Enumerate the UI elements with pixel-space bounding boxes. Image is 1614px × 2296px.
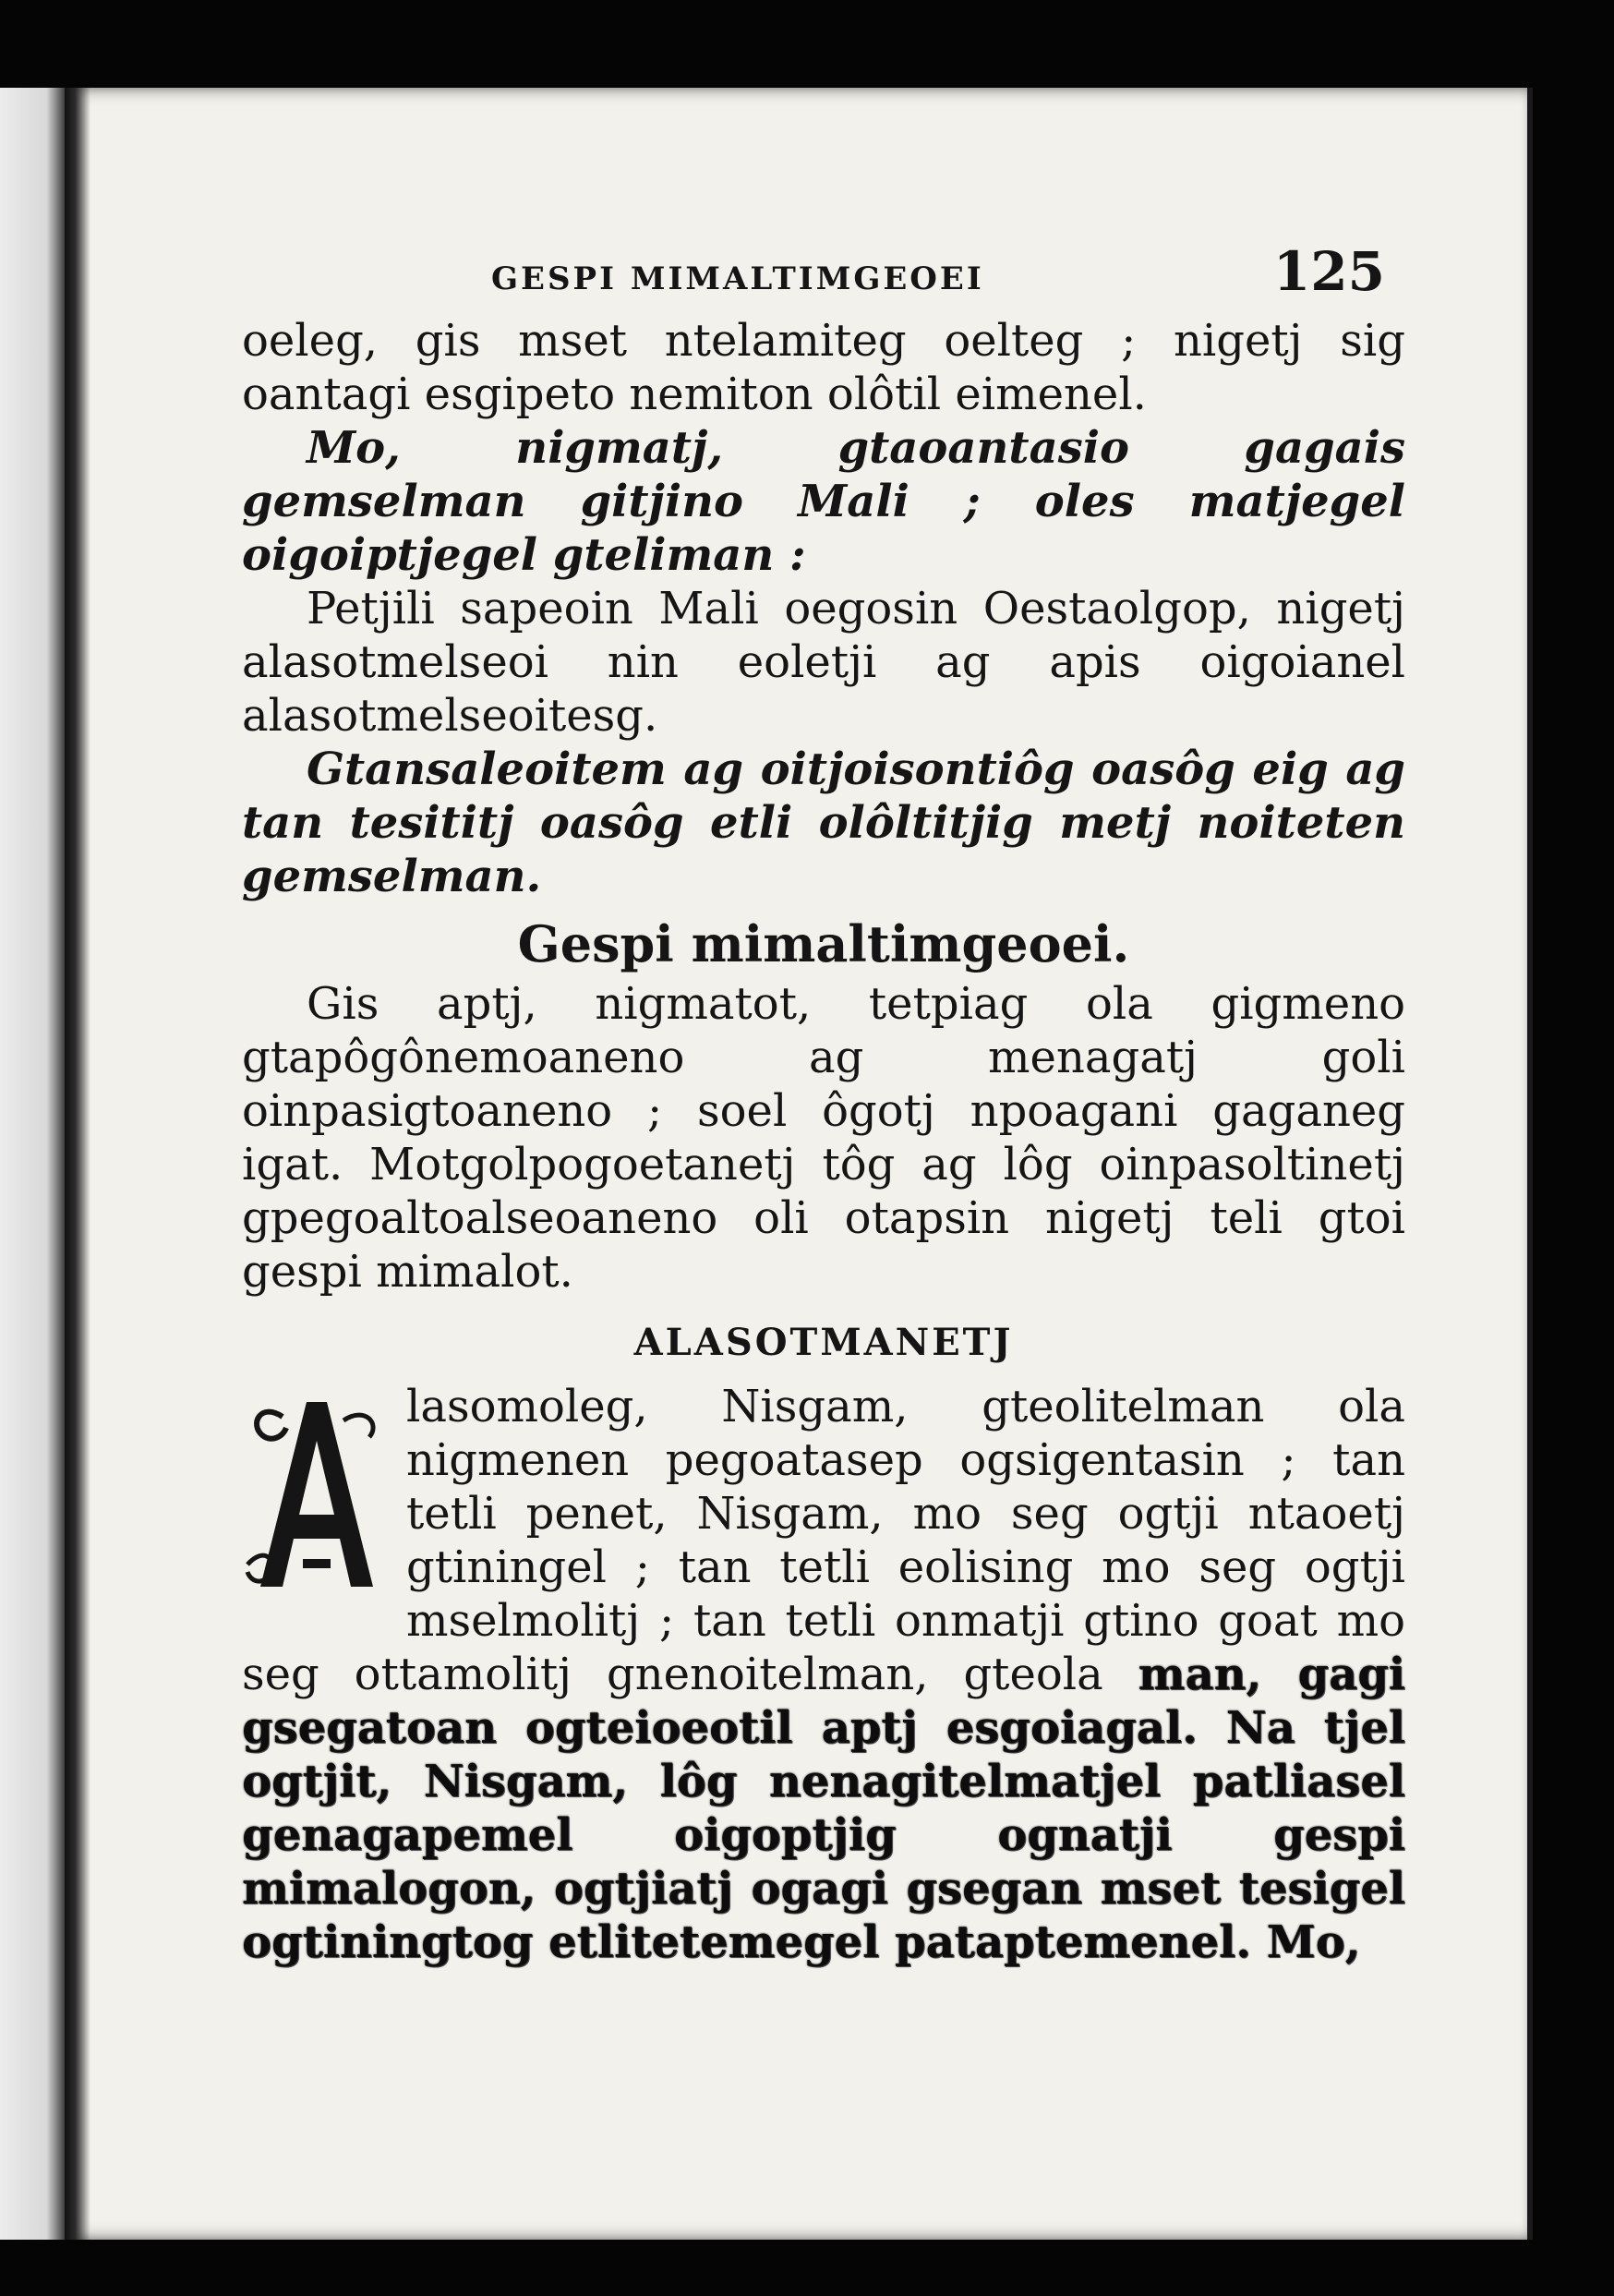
section-heading: Gespi mimaltimgeoei. [517,914,1130,973]
running-head [242,240,1405,314]
paragraph-3: Petjili sapeoin Mali oegosin Oestaolgop, nigetj alasotmelseoi nin eoletji ag apis oigoianel alasotmelseoitesg. [242,583,1405,742]
paragraph-4-italic: Gtansaleoitem ag oitjoisontiôg oasôg eig ag tan tesititj oasôg etli olôltitjig metj noiteten gemselman. [242,743,1405,902]
page-number: 125 [1272,240,1385,303]
section-body: Gis aptj, nigmatot, tetpiag ola gigmeno gtapôgônemoaneno ag menagatj goli oinpasigtoaneno ; soel ôgotj npoagani gaganeg igat. Motgolpogoetanetj tôg ag lôg oinpasoltinetj gpegoaltoalseoaneno oli otapsin nigetj teli gtoi gespi mimalot. [242,978,1405,1298]
paragraph-2-italic: Mo, nigmatj, gtaoantasio gagais gemselman gitjino Mali ; oles matjegel oigoiptjegel gteliman : [242,422,1405,581]
subsection-body-light: lasomoleg, Nisgam, gteolitelman ola nigmenen pegoatasep ogsigentasin ; tan tetli penet, Nisgam, mo seg ogtji ntaoetj gtiningel ; tan tetli eolising mo seg ogtji mselmolitj ; tan tetli onmatji gtino goat mo seg ottamolitj gnenoitelman, gteola [242,1381,1405,1700]
running-title: GESPI MIMALTIMGEOEI [491,260,984,297]
paragraph-1: oeleg, gis mset ntelamiteg oelteg ; nigetj sig oantagi esgipeto nemiton olôtil eimenel. [242,315,1405,420]
ornamental-drop-cap-a [242,1384,390,1601]
subsection-body-dark: man, gagi gsegatoan ogteioeotil aptj esgoiagal. Na tjel ogtjit, Nisgam, lôg nenagitelmatjel patliasel genagapemel oigoptjig ognatji gespi mimalogon, ogtjiatj ogagi gsegan mset tesigel ogtiningtog etlitetemegel pataptemenel. Mo, [242,1649,1405,1968]
page-edge [1527,88,1533,2240]
subsection-body [242,1380,1405,1969]
page-text-block [242,240,1405,1969]
subsection-heading: ALASOTMANETJ [633,1321,1014,1364]
gutter-shadow [65,88,90,2240]
